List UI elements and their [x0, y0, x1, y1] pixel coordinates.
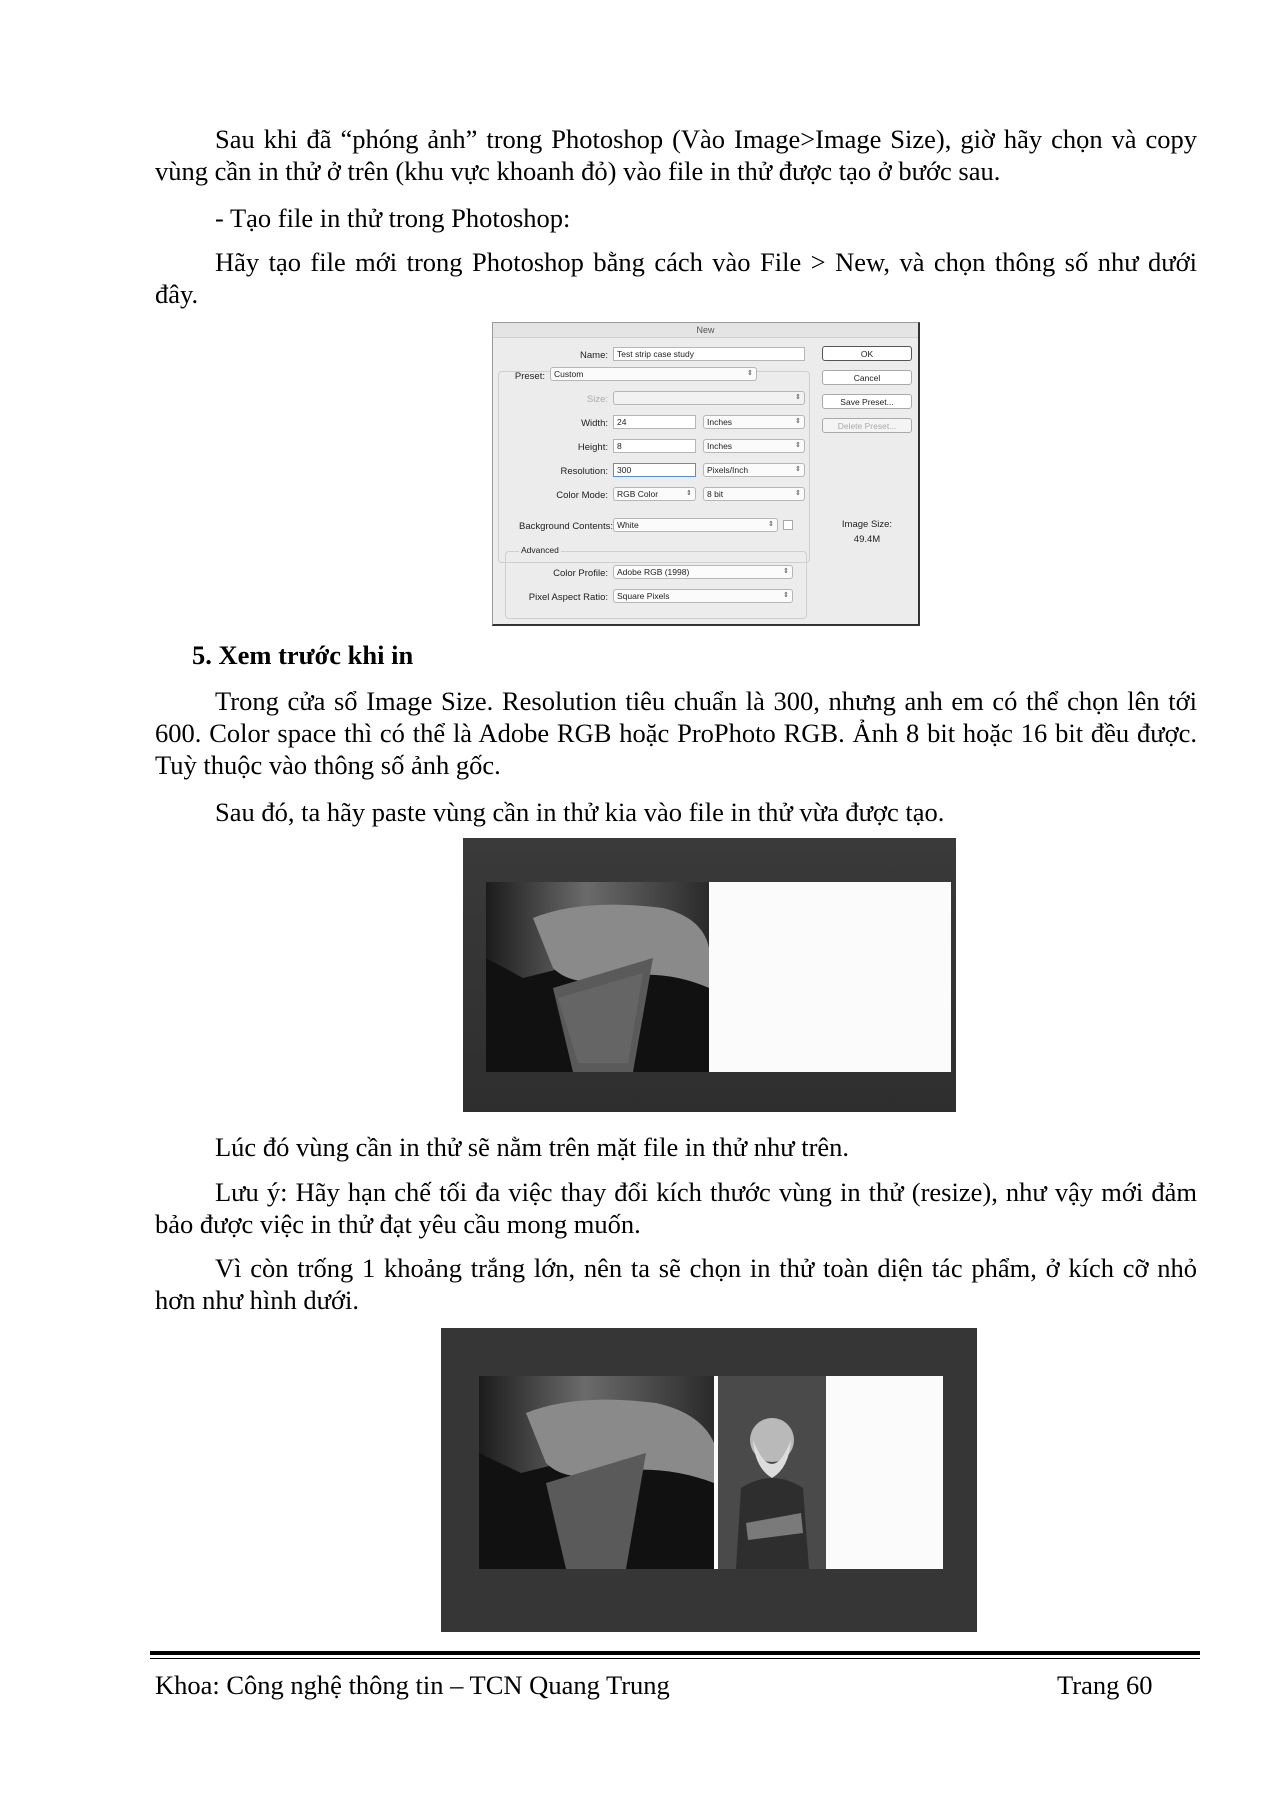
pixel-aspect-select[interactable]: [613, 589, 793, 603]
footer-department: Khoa: Công nghệ thông tin – TCN Quang Trung: [155, 1670, 670, 1700]
color-profile-label: Color Profile:: [553, 568, 608, 579]
background-contents-label: Background Contents:: [518, 521, 613, 532]
preset-label: Preset:: [514, 371, 545, 382]
preset-value: Custom: [554, 369, 584, 379]
delete-preset-button: Delete Preset...: [822, 418, 912, 433]
color-mode-select[interactable]: [613, 487, 696, 501]
color-profile-value: Adobe RGB (1998): [617, 567, 690, 577]
paragraph-4: Trong cửa sổ Image Size. Resolution tiêu chuẩn là 300, nhưng anh em có thể chọn lên tới 600. Color space thì có thể là Adobe RGB hoặc ProPhoto RGB. Ảnh 8 bit hoặc 16 bit đều được. Tuỳ thuộc vào thông số ảnh gốc.: [155, 686, 1197, 780]
paragraph-1: Sau khi đã “phóng ảnh” trong Photoshop (Vào Image>Image Size), giờ hãy chọn và copy vùng cần in thử ở trên (khu vực khoanh đỏ) vào file in thử được tạo ở bước sau.: [155, 124, 1197, 186]
width-label: Width:: [581, 418, 608, 429]
height-label: Height:: [577, 442, 608, 453]
resolution-field[interactable]: 300: [613, 463, 696, 477]
save-preset-button[interactable]: Save Preset...: [822, 394, 912, 409]
chevron-updown-icon: ⇕: [686, 490, 692, 497]
chevron-updown-icon: ⇕: [747, 370, 753, 377]
width-unit-value: Inches: [707, 417, 733, 427]
image-size-label: Image Size:: [841, 519, 893, 530]
width-unit-select[interactable]: [703, 415, 805, 429]
paragraph-8: Vì còn trống 1 khoảng trắng lớn, nên ta sẽ chọn in thử toàn diện tác phẩm, ở kích cỡ nhỏ hơn như hình dưới.: [155, 1253, 1197, 1315]
ok-button[interactable]: OK: [822, 346, 912, 361]
chevron-updown-icon: ⇕: [795, 394, 801, 401]
height-field[interactable]: 8: [613, 439, 696, 453]
paragraph-list-item: - Tạo file in thử trong Photoshop:: [215, 203, 571, 233]
test-strip-image: [441, 1328, 977, 1632]
pixel-aspect-value: Square Pixels: [617, 591, 670, 601]
advanced-group: [505, 551, 807, 619]
footer-rule-thin: [150, 1658, 1200, 1659]
color-mode-value: RGB Color: [617, 489, 659, 499]
width-field[interactable]: 24: [613, 415, 696, 429]
paragraph-3: Hãy tạo file mới trong Photoshop bằng cách vào File > New, và chọn thông số như dưới đây.: [155, 247, 1197, 309]
chevron-updown-icon: ⇕: [795, 466, 801, 473]
cancel-button[interactable]: Cancel: [822, 370, 912, 385]
size-select[interactable]: [613, 391, 805, 405]
test-strip-image: [463, 838, 956, 1112]
resolution-unit-value: Pixels/Inch: [707, 465, 749, 475]
paragraph-5: Sau đó, ta hãy paste vùng cần in thử kia vào file in thử vừa được tạo.: [215, 797, 945, 827]
background-color-swatch[interactable]: [783, 520, 793, 530]
size-label: Size:: [586, 394, 608, 405]
resolution-label: Resolution:: [560, 466, 608, 477]
pixel-aspect-label: Pixel Aspect Ratio:: [528, 592, 608, 603]
footer-rule-thick: [150, 1651, 1200, 1655]
test-strip-screenshot-1: [463, 838, 956, 1112]
background-contents-select[interactable]: [613, 518, 778, 532]
chevron-updown-icon: ⇕: [783, 592, 789, 599]
resolution-unit-select[interactable]: [703, 463, 805, 477]
height-unit-value: Inches: [707, 441, 733, 451]
dialog-title: New: [493, 323, 918, 338]
background-contents-value: White: [617, 520, 639, 530]
height-unit-select[interactable]: [703, 439, 805, 453]
bit-depth-value: 8 bit: [707, 489, 724, 499]
chevron-updown-icon: ⇕: [795, 490, 801, 497]
test-strip-screenshot-2: [441, 1328, 977, 1632]
bit-depth-select[interactable]: [703, 487, 805, 501]
paragraph-7: Lưu ý: Hãy hạn chế tối đa việc thay đổi kích thước vùng in thử (resize), như vậy mới đảm bảo được việc in thử đạt yêu cầu mong muốn.: [155, 1177, 1197, 1239]
chevron-updown-icon: ⇕: [795, 418, 801, 425]
footer-page-number: Trang 60: [1057, 1670, 1153, 1700]
image-size-value: 49.4M: [853, 534, 881, 545]
name-label: Name:: [580, 350, 608, 361]
color-mode-label: Color Mode:: [556, 490, 608, 501]
color-profile-select[interactable]: [613, 565, 793, 579]
preset-select[interactable]: [550, 367, 757, 381]
section-heading: 5. Xem trước khi in: [192, 640, 414, 670]
chevron-updown-icon: ⇕: [783, 568, 789, 575]
chevron-updown-icon: ⇕: [795, 442, 801, 449]
chevron-updown-icon: ⇕: [768, 521, 774, 528]
photoshop-new-dialog: [492, 322, 920, 626]
advanced-label: Advanced: [521, 545, 559, 555]
paragraph-6: Lúc đó vùng cần in thử sẽ nằm trên mặt file in thử như trên.: [215, 1132, 850, 1162]
name-field[interactable]: Test strip case study: [613, 347, 805, 361]
